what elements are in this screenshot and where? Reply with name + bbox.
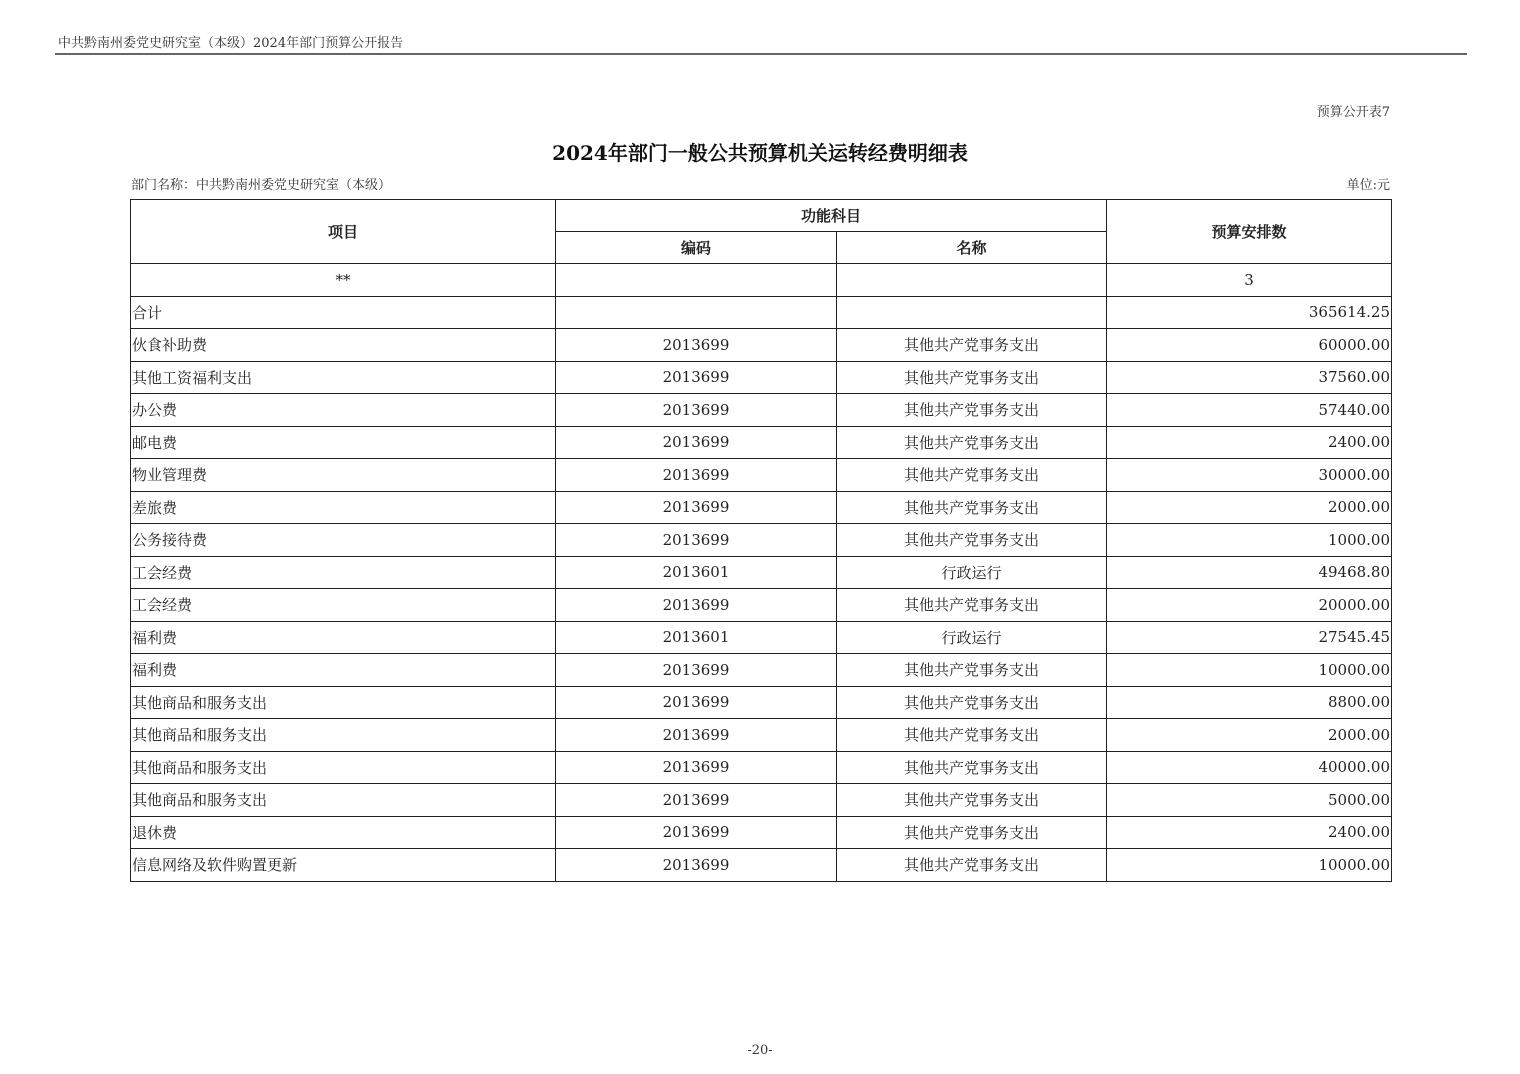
item-cell: 工会经费 xyxy=(131,589,556,622)
amount-cell: 10000.00 xyxy=(1107,654,1392,687)
table-row xyxy=(131,556,1392,589)
budget-table xyxy=(130,199,1392,882)
code-cell: 2013699 xyxy=(556,849,837,882)
code-cell: 2013699 xyxy=(556,719,837,752)
table-row xyxy=(131,621,1392,654)
running-header: 中共黔南州委党史研究室（本级）2024年部门预算公开报告 xyxy=(58,36,404,51)
name-cell: 行政运行 xyxy=(837,556,1107,589)
amount-cell: 365614.25 xyxy=(1107,296,1392,329)
table-row xyxy=(131,361,1392,394)
amount-cell: 5000.00 xyxy=(1107,784,1392,817)
amount-cell: 49468.80 xyxy=(1107,556,1392,589)
code-cell: 2013601 xyxy=(556,621,837,654)
table-row xyxy=(131,589,1392,622)
code-cell: 2013699 xyxy=(556,426,837,459)
table-row xyxy=(131,459,1392,492)
table-row xyxy=(131,426,1392,459)
name-cell: 其他共产党事务支出 xyxy=(837,459,1107,492)
header-rule xyxy=(55,53,1467,55)
header-function-subject: 功能科目 xyxy=(556,200,1107,232)
amount-cell: 30000.00 xyxy=(1107,459,1392,492)
item-cell: 其他工资福利支出 xyxy=(131,361,556,394)
item-cell: 其他商品和服务支出 xyxy=(131,751,556,784)
name-cell: 其他共产党事务支出 xyxy=(837,816,1107,849)
amount-cell: 2000.00 xyxy=(1107,719,1392,752)
table-number: 预算公开表7 xyxy=(1316,105,1390,120)
header-budget: 预算安排数 xyxy=(1107,200,1392,264)
index-budget-cell: 3 xyxy=(1107,264,1392,297)
table-row xyxy=(131,329,1392,362)
amount-cell: 1000.00 xyxy=(1107,524,1392,557)
header-item: 项目 xyxy=(131,200,556,264)
table-row xyxy=(131,524,1392,557)
amount-cell: 10000.00 xyxy=(1107,849,1392,882)
name-cell: 其他共产党事务支出 xyxy=(837,426,1107,459)
code-cell: 2013699 xyxy=(556,524,837,557)
code-cell: 2013699 xyxy=(556,589,837,622)
amount-cell: 2400.00 xyxy=(1107,426,1392,459)
code-cell: 2013699 xyxy=(556,816,837,849)
item-cell: 公务接待费 xyxy=(131,524,556,557)
amount-cell: 2000.00 xyxy=(1107,491,1392,524)
name-cell: 行政运行 xyxy=(837,621,1107,654)
item-cell: 合计 xyxy=(131,296,556,329)
department-label: 部门名称：中共黔南州委党史研究室（本级） xyxy=(131,178,392,193)
item-cell: 退休费 xyxy=(131,816,556,849)
table-row xyxy=(131,751,1392,784)
page-title: 2024年部门一般公共预算机关运转经费明细表 xyxy=(552,141,968,165)
code-cell: 2013699 xyxy=(556,686,837,719)
item-cell: 伙食补助费 xyxy=(131,329,556,362)
name-cell: 其他共产党事务支出 xyxy=(837,654,1107,687)
amount-cell: 8800.00 xyxy=(1107,686,1392,719)
table-row xyxy=(131,784,1392,817)
name-cell: 其他共产党事务支出 xyxy=(837,491,1107,524)
amount-cell: 37560.00 xyxy=(1107,361,1392,394)
name-cell: 其他共产党事务支出 xyxy=(837,719,1107,752)
name-cell: 其他共产党事务支出 xyxy=(837,524,1107,557)
item-cell: 物业管理费 xyxy=(131,459,556,492)
code-cell: 2013699 xyxy=(556,654,837,687)
table-row xyxy=(131,654,1392,687)
code-cell: 2013699 xyxy=(556,329,837,362)
name-cell: 其他共产党事务支出 xyxy=(837,751,1107,784)
table-row xyxy=(131,719,1392,752)
unit-label: 单位:元 xyxy=(1346,178,1390,193)
name-cell: 其他共产党事务支出 xyxy=(837,589,1107,622)
table-row xyxy=(131,816,1392,849)
code-cell: 2013699 xyxy=(556,361,837,394)
name-cell: 其他共产党事务支出 xyxy=(837,394,1107,427)
header-name: 名称 xyxy=(837,232,1107,264)
table-row xyxy=(131,491,1392,524)
name-cell: 其他共产党事务支出 xyxy=(837,784,1107,817)
name-cell: 其他共产党事务支出 xyxy=(837,361,1107,394)
item-cell: 邮电费 xyxy=(131,426,556,459)
item-cell: 福利费 xyxy=(131,654,556,687)
code-cell: 2013601 xyxy=(556,556,837,589)
index-item-cell: ** xyxy=(131,264,556,297)
amount-cell: 20000.00 xyxy=(1107,589,1392,622)
item-cell: 差旅费 xyxy=(131,491,556,524)
header-code: 编码 xyxy=(556,232,837,264)
index-code-cell xyxy=(556,264,837,297)
code-cell xyxy=(556,296,837,329)
table-row xyxy=(131,849,1392,882)
item-cell: 其他商品和服务支出 xyxy=(131,719,556,752)
name-cell: 其他共产党事务支出 xyxy=(837,849,1107,882)
amount-cell: 60000.00 xyxy=(1107,329,1392,362)
amount-cell: 27545.45 xyxy=(1107,621,1392,654)
name-cell: 其他共产党事务支出 xyxy=(837,329,1107,362)
amount-cell: 57440.00 xyxy=(1107,394,1392,427)
name-cell: 其他共产党事务支出 xyxy=(837,686,1107,719)
item-cell: 其他商品和服务支出 xyxy=(131,686,556,719)
total-row xyxy=(131,296,1392,329)
code-cell: 2013699 xyxy=(556,491,837,524)
amount-cell: 40000.00 xyxy=(1107,751,1392,784)
index-name-cell xyxy=(837,264,1107,297)
item-cell: 办公费 xyxy=(131,394,556,427)
code-cell: 2013699 xyxy=(556,394,837,427)
index-row xyxy=(131,264,1392,297)
name-cell xyxy=(837,296,1107,329)
item-cell: 其他商品和服务支出 xyxy=(131,784,556,817)
table-row xyxy=(131,394,1392,427)
item-cell: 工会经费 xyxy=(131,556,556,589)
table-row xyxy=(131,686,1392,719)
code-cell: 2013699 xyxy=(556,751,837,784)
code-cell: 2013699 xyxy=(556,459,837,492)
item-cell: 福利费 xyxy=(131,621,556,654)
amount-cell: 2400.00 xyxy=(1107,816,1392,849)
code-cell: 2013699 xyxy=(556,784,837,817)
page-number: -20- xyxy=(747,1043,773,1058)
item-cell: 信息网络及软件购置更新 xyxy=(131,849,556,882)
